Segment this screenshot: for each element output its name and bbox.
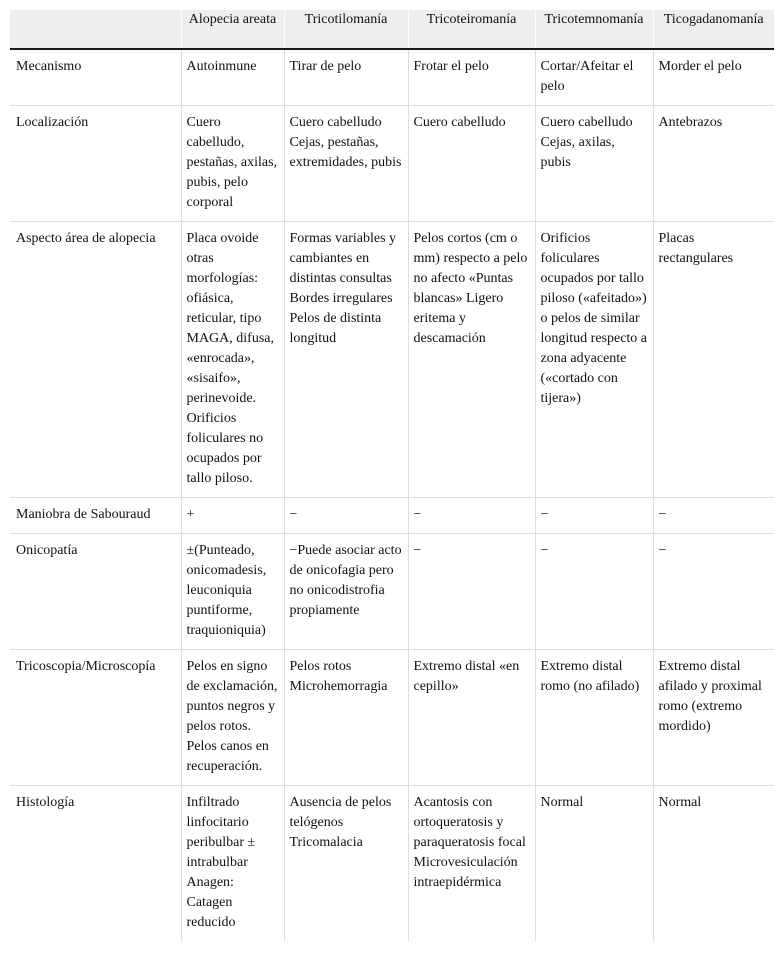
table-cell: [408, 534, 535, 650]
table-container: [10, 10, 774, 959]
table-cell: [653, 498, 774, 534]
table-cell: [408, 106, 535, 222]
cell-text: Cejas, axilas, pubis: [540, 135, 615, 170]
cell-text: Cuero cabelludo: [289, 115, 382, 130]
cell-text: −: [540, 507, 549, 522]
header-tricotilomania: Tricotilomanía: [284, 10, 408, 49]
table-row: [10, 650, 774, 786]
table-cell: [284, 106, 408, 222]
cell-text: Extremo distal afilado y proximal romo (extremo mordido): [658, 659, 762, 734]
cell-text: Orificios foliculares ocupados por tallo piloso («afeitado») o pelos de similar longitud respecto a zona adyacente («cortado con tijera»): [540, 231, 648, 406]
cell-text: Extremo distal romo (no afilado): [540, 659, 640, 694]
cell-text: Cortar/Afeitar el pelo: [540, 59, 634, 94]
comparison-table: [10, 10, 774, 941]
table-cell: [653, 786, 774, 942]
table-cell: [653, 49, 774, 106]
cell-text: −: [658, 543, 667, 558]
cell-text: Infiltrado linfocitario peribulbar ± intrabulbar Anagen: Catagen reducido: [186, 795, 256, 930]
cell-text: Antebrazos: [658, 115, 723, 130]
cell-text: Placa ovoide otras morfologías: ofiásica, reticular, tipo MAGA, difusa, «enrocada», «sisaifo», perinevoide. Orificios foliculares no ocupados por tallo piloso.: [186, 231, 274, 486]
row-label: Localización: [10, 106, 181, 222]
row-label: Mecanismo: [10, 49, 181, 106]
table-cell: [408, 49, 535, 106]
table-cell: [408, 222, 535, 498]
table-cell: [181, 650, 284, 786]
cell-text: −: [540, 543, 549, 558]
table-cell: [535, 222, 653, 498]
table-cell: [284, 222, 408, 498]
table-cell: [653, 534, 774, 650]
table-cell: [408, 786, 535, 942]
table-cell: [653, 106, 774, 222]
cell-text: Acantosis con ortoqueratosis y paraqueratosis focal Microvesiculación intraepidérmica: [413, 795, 526, 890]
header-row: [10, 10, 774, 49]
cell-text: Autoinmune: [186, 59, 257, 74]
cell-text: −: [658, 507, 667, 522]
cell-text: Pelos en signo de exclamación, puntos negros y pelos rotos. Pelos canos en recuperación.: [186, 659, 278, 774]
table-cell: [181, 49, 284, 106]
row-label: Tricoscopia/Microscopía: [10, 650, 181, 786]
row-label: Onicopatía: [10, 534, 181, 650]
table-header: [10, 10, 774, 49]
table-cell: [181, 534, 284, 650]
cell-text: Formas variables y cambiantes en distintas consultas Bordes irregulares Pelos de distinta longitud: [289, 231, 397, 346]
cell-text: −: [413, 543, 422, 558]
table-cell: [284, 786, 408, 942]
table-cell: [284, 650, 408, 786]
table-row: [10, 786, 774, 942]
cell-text: Frotar el pelo: [413, 59, 489, 74]
cell-text: Cejas, pestañas, extremidades, pubis: [289, 135, 402, 170]
row-label: Maniobra de Sabouraud: [10, 498, 181, 534]
row-label: Aspecto área de alopecia: [10, 222, 181, 498]
table-row: [10, 498, 774, 534]
table-cell: [284, 498, 408, 534]
cell-text: Cuero cabelludo: [413, 115, 506, 130]
table-cell: [181, 498, 284, 534]
table-cell: [653, 650, 774, 786]
table-cell: [535, 534, 653, 650]
cell-text: −: [289, 507, 298, 522]
table-row: [10, 106, 774, 222]
table-row: [10, 222, 774, 498]
table-cell: [181, 106, 284, 222]
header-cell-empty: [10, 10, 181, 49]
cell-text: Normal: [540, 795, 584, 810]
cell-text: Cuero cabelludo, pestañas, axilas, pubis, pelo corporal: [186, 115, 278, 210]
header-alopecia-areata: Alopecia areata: [181, 10, 284, 49]
table-cell: [181, 786, 284, 942]
table-cell: [408, 650, 535, 786]
cell-text: Pelos rotos Microhemorragia: [289, 659, 388, 694]
cell-text: Ausencia de pelos telógenos Tricomalacia: [289, 795, 392, 850]
cell-text: Cuero cabelludo: [540, 115, 633, 130]
cell-text: Tirar de pelo: [289, 59, 362, 74]
row-label: Histología: [16, 795, 75, 810]
cell-text: ±(Punteado, onicomadesis, leuconiquia puntiforme, traquioniquia): [186, 543, 267, 638]
cell-text: −: [413, 507, 422, 522]
table-cell: [284, 534, 408, 650]
table-cell: [181, 222, 284, 498]
table-body: [10, 49, 774, 941]
header-ticogadanomania: Ticogadanomanía: [653, 10, 774, 49]
cell-text: Placas rectangulares: [658, 231, 734, 266]
table-row: [10, 49, 774, 106]
cell-text: −Puede asociar acto de onicofagia pero no onicodistrofia propiamente: [289, 543, 402, 618]
table-cell: [535, 106, 653, 222]
cell-text: Normal: [658, 795, 702, 810]
table-row: [10, 534, 774, 650]
table-cell: [408, 498, 535, 534]
table-cell: [535, 498, 653, 534]
table-cell: [535, 49, 653, 106]
header-tricoteiromania: Tricoteiromanía: [408, 10, 535, 49]
header-tricotemnomania: Tricotemnomanía: [535, 10, 653, 49]
cell-text: Morder el pelo: [658, 59, 742, 74]
cell-text: Extremo distal «en cepillo»: [413, 659, 520, 694]
table-cell: [535, 786, 653, 942]
cell-text: Pelos cortos (cm o mm) respecto a pelo no afecto «Puntas blancas» Ligero eritema y descamación: [413, 231, 528, 346]
table-cell: [653, 222, 774, 498]
table-cell: [535, 650, 653, 786]
cell-text: +: [186, 507, 195, 522]
table-cell: [284, 49, 408, 106]
